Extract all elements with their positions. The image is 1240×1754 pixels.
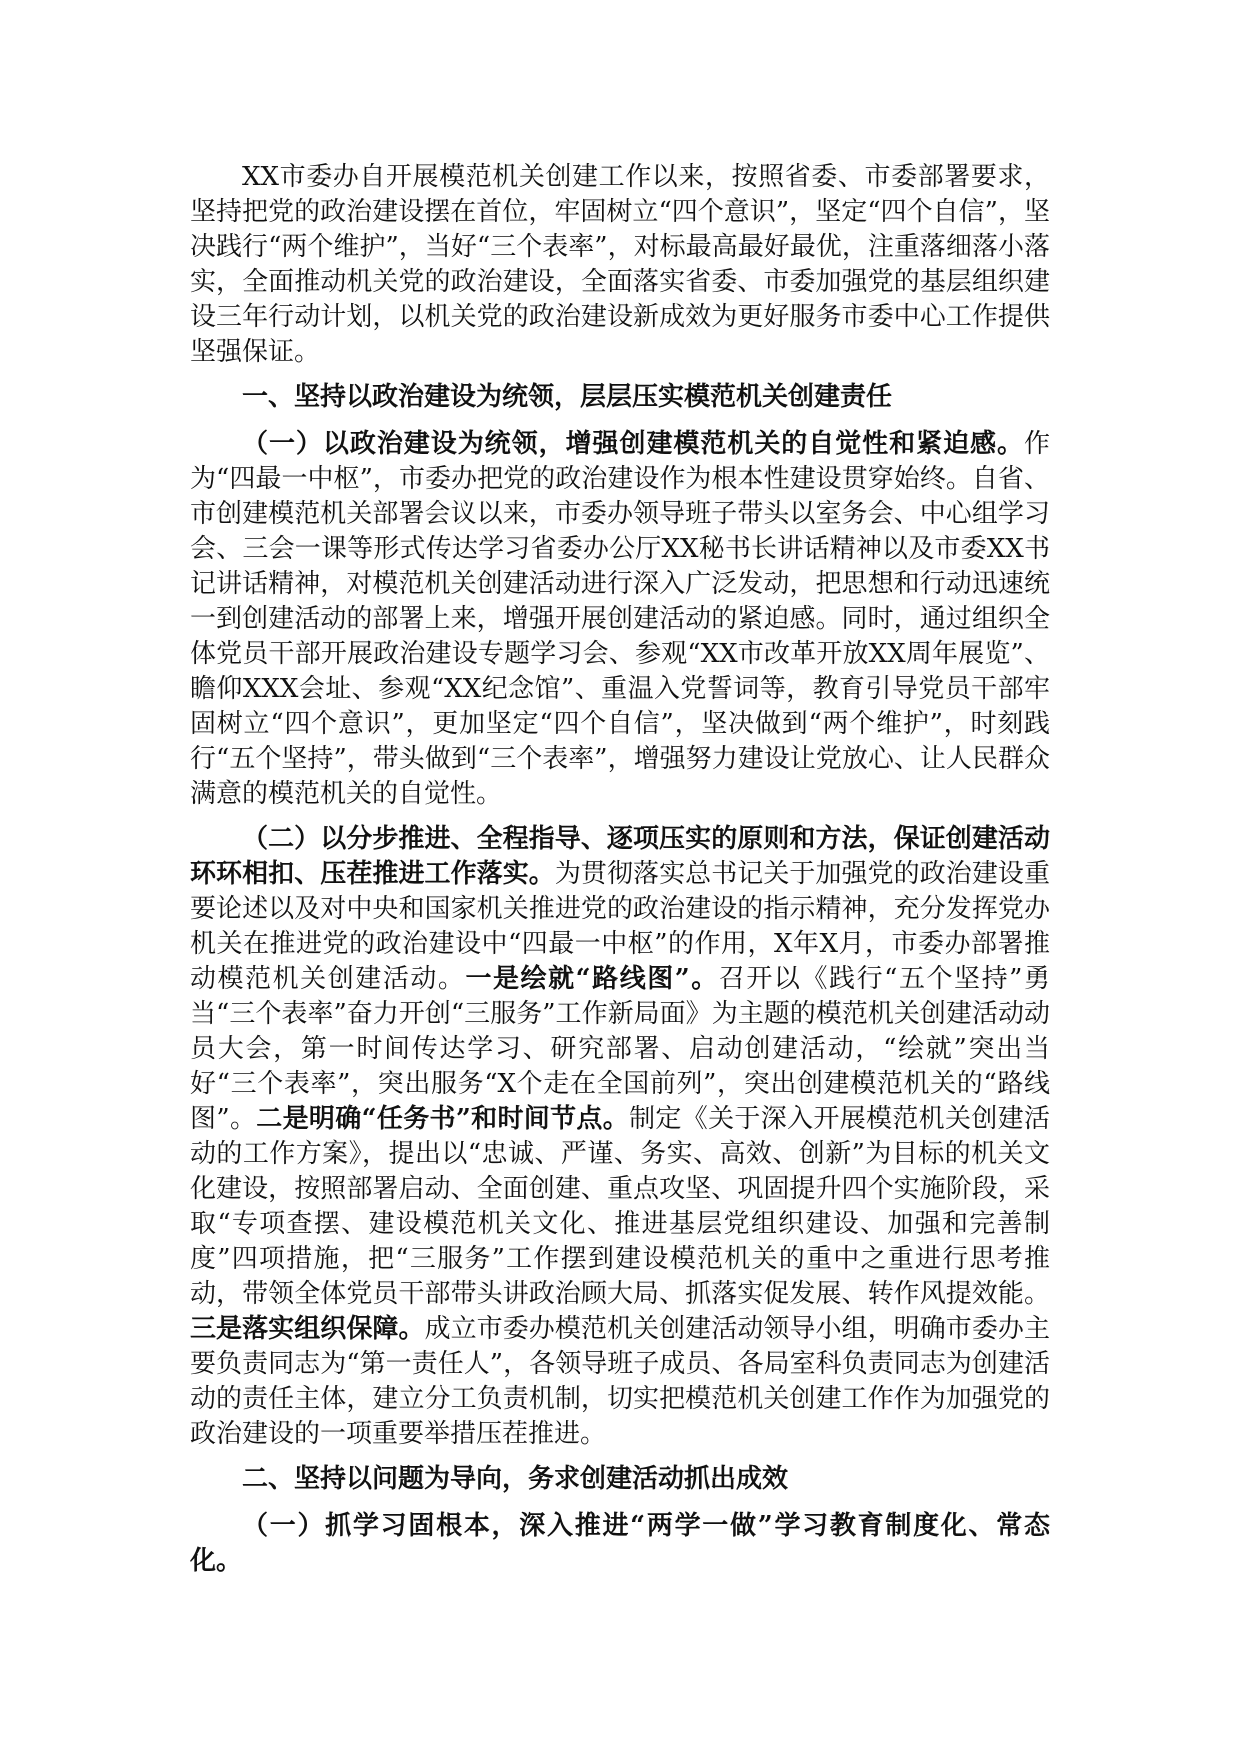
item-2-point-2-body: 制定《关于深入开展模范机关创建活动的工作方案》，提出以“忠诚、严谨、务实、高效、创新”为目标的机关文化建设，按照部署启动、全面创建、重点攻坚、巩固提升四个实施阶段，采取“专项查摆、建设模范机关文化、推进基层党组织建设、加强和完善制度”四项措施，把“三服务”工作摆到建设模范机关的重中之重进行思考推动，带领全体党员干部带头讲政治顾大局、抓落实促发展、转作风提效能。 [190,1104,1050,1309]
item-2-lead: （二）以分步推进、全程指导、逐项压实的原则和方法，保证创建活动环环相扣、压茬推进工作落实。 [190,824,1050,889]
document-page [190,160,1050,1589]
item-1-lead: （一）以政治建设为统领，增强创建模范机关的自觉性和紧迫感。 [242,429,1024,459]
paragraph-item-2 [190,822,1050,1452]
item-2-point-3-body: 成立市委办模范机关创建活动领导小组，明确市委办主要负责同志为“第一责任人”，各领导班子成员、各局室科负责同志为创建活动的责任主体，建立分工负责机制，切实把模范机关创建工作作为加强党的政治建设的一项重要举措压茬推进。 [190,1314,1050,1449]
paragraph-item-3 [190,1509,1050,1579]
section-heading-1: 一、坚持以政治建设为统领，层层压实模范机关创建责任 [242,382,893,412]
item-2-point-2-title: 二是明确“任务书”和时间节点。 [256,1104,630,1134]
item-2-point-1-body: 召开以《践行“五个坚持”勇当“三个表率”奋力开创“三服务”工作新局面》为主题的模范机关创建活动动员大会，第一时间传达学习、研究部署、启动创建活动，“绘就”突出当好“三个表率”，突出服务“X个走在全国前列”，突出创建模范机关的“路线图”。 [190,964,1050,1134]
paragraph-item-1 [190,427,1050,812]
item-2-point-3-title: 三是落实组织保障。 [190,1314,425,1344]
section-heading-2: 二、坚持以问题为导向，务求创建活动抓出成效 [242,1464,789,1494]
intro-paragraph: XX市委办自开展模范机关创建工作以来，按照省委、市委部署要求，坚持把党的政治建设摆在首位，牢固树立“四个意识”，坚定“四个自信”，坚决践行“两个维护”，当好“三个表率”，对标最高最好最优，注重落细落小落实，全面推动机关党的政治建设，全面落实省委、市委加强党的基层组织建设三年行动计划，以机关党的政治建设新成效为更好服务市委中心工作提供坚强保证。 [190,162,1050,367]
item-2-body: 为贯彻落实总书记关于加强党的政治建设重要论述以及对中央和国家机关推进党的政治建设的指示精神，充分发挥党办机关在推进党的政治建设中“四最一中枢”的作用，X年X月，市委办部署推动模范机关创建活动。 [190,859,1050,994]
item-3-lead: （一）抓学习固根本，深入推进“两学一做”学习教育制度化、常态化。 [190,1511,1050,1576]
item-2-point-1-title: 一是绘就“路线图”。 [465,964,719,994]
item-1-body: 作为“四最一中枢”，市委办把党的政治建设作为根本性建设贯穿始终。自省、市创建模范机关部署会议以来，市委办领导班子带头以室务会、中心组学习会、三会一课等形式传达学习省委办公厅XX秘书长讲话精神以及市委XX书记讲话精神，对模范机关创建活动进行深入广泛发动，把思想和行动迅速统一到创建活动的部署上来，增强开展创建活动的紧迫感。同时，通过组织全体党员干部开展政治建设专题学习会、参观“XX市改革开放XX周年展览”、瞻仰XXX会址、参观“XX纪念馆”、重温入党誓词等，教育引导党员干部牢固树立“四个意识”，更加坚定“四个自信”，坚决做到“两个维护”，时刻践行“五个坚持”，带头做到“三个表率”，增强努力建设让党放心、让人民群众满意的模范机关的自觉性。 [190,429,1050,809]
